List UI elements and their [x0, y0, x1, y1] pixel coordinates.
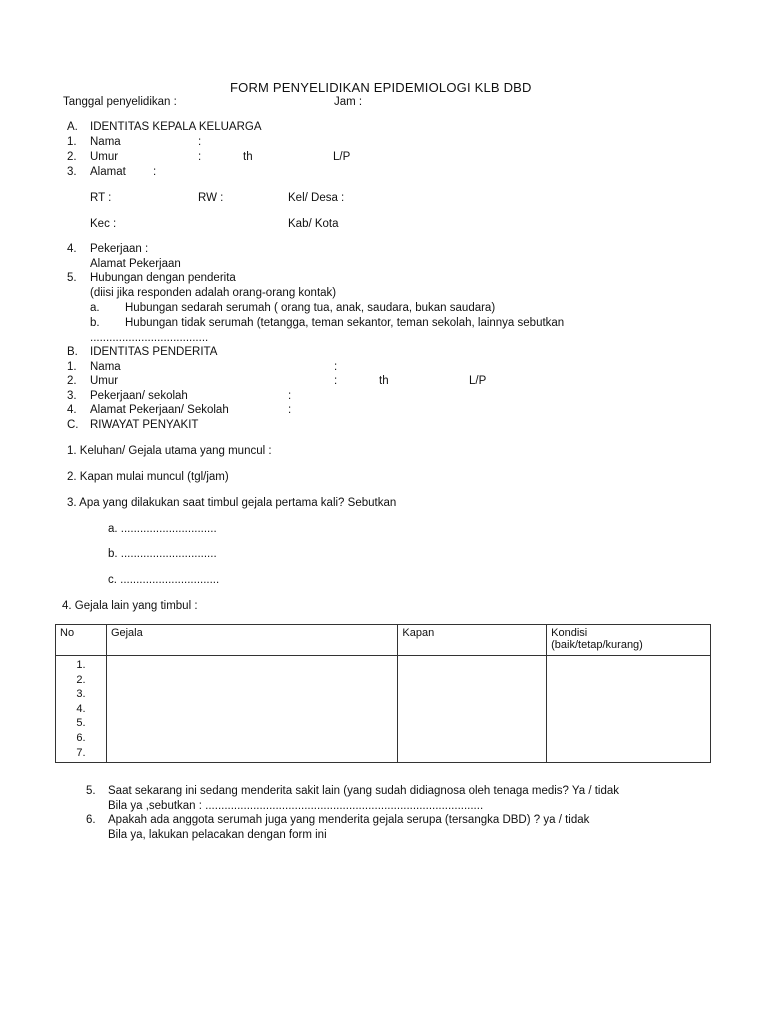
row-number: 4.	[76, 702, 86, 715]
c-question-3-b: b. ..............................	[108, 548, 217, 560]
a-alamat-colon: :	[153, 166, 157, 178]
a-hubungan-num: 5.	[67, 272, 77, 284]
hub-a-letter: a.	[90, 302, 100, 314]
b-umur-colon: :	[334, 375, 338, 387]
hub-b-letter: b.	[90, 317, 100, 329]
c-question-5: Saat sekarang ini sedang menderita sakit lain (yang sudah didiagnosa oleh tenaga medis? Ya / tidak	[108, 785, 620, 797]
a-nama-label: Nama	[90, 136, 121, 148]
row-numbers-cell	[56, 656, 107, 763]
b-pekerjaan-num: 3.	[67, 390, 77, 402]
b-nama-label: Nama	[90, 361, 121, 373]
a-alamat-label: Alamat	[90, 166, 126, 178]
row-number: 7.	[76, 746, 86, 759]
a-alamat-num: 3.	[67, 166, 77, 178]
header-kondisi	[547, 625, 711, 656]
a-nama-num: 1.	[67, 136, 77, 148]
rw-label: RW :	[198, 192, 224, 204]
a-umur-th: th	[243, 151, 253, 163]
c-question-5-num: 5.	[86, 785, 96, 797]
section-a-letter: A.	[67, 121, 78, 133]
b-alamat-num: 4.	[67, 404, 77, 416]
c-question-2: 2. Kapan mulai muncul (tgl/jam)	[67, 471, 229, 483]
b-alamat-colon: :	[288, 404, 292, 416]
a-umur-label: Umur	[90, 151, 119, 163]
section-a-heading: IDENTITAS KEPALA KELUARGA	[90, 121, 262, 133]
a-pekerjaan-label: Pekerjaan :	[90, 243, 149, 255]
row-number: 6.	[76, 731, 86, 744]
section-b-letter: B.	[67, 346, 78, 358]
c-question-6-num: 6.	[86, 814, 96, 826]
jam-label: Jam :	[334, 96, 363, 108]
kab-kota-label: Kab/ Kota	[288, 218, 339, 230]
rt-label: RT :	[90, 192, 112, 204]
header-kondisi-label: Kondisi	[551, 627, 588, 639]
kel-desa-label: Kel/ Desa :	[288, 192, 345, 204]
row-number: 1.	[76, 659, 86, 671]
header-kapan: Kapan	[398, 625, 547, 656]
a-hubungan-note: (diisi jika responden adalah orang-orang kontak)	[90, 287, 337, 299]
section-b-heading: IDENTITAS PENDERITA	[90, 346, 218, 358]
c-question-1: 1. Keluhan/ Gejala utama yang muncul :	[67, 445, 272, 457]
a-umur-lp: L/P	[333, 151, 351, 163]
hub-b-dots: .....................................	[90, 332, 209, 344]
header-no: No	[56, 625, 107, 656]
c-question-3-a: a. ..............................	[108, 523, 217, 535]
table-row	[56, 656, 711, 763]
b-umur-lp: L/P	[469, 375, 487, 387]
c-question-6: Apakah ada anggota serumah juga yang menderita gejala serupa (tersangka DBD) ? ya / tidak	[108, 814, 590, 826]
a-nama-colon: :	[198, 136, 202, 148]
gejala-cell[interactable]	[106, 656, 397, 763]
b-umur-label: Umur	[90, 375, 119, 387]
section-c-letter: C.	[67, 419, 79, 431]
kapan-cell[interactable]	[398, 656, 547, 763]
c-question-3: 3. Apa yang dilakukan saat timbul gejala pertama kali? Sebutkan	[67, 497, 397, 509]
b-pekerjaan-colon: :	[288, 390, 292, 402]
kec-label: Kec :	[90, 218, 117, 230]
table-header-row	[56, 625, 711, 656]
c-question-3-c: c. ...............................	[108, 574, 220, 586]
hub-a-text: Hubungan sedarah serumah ( orang tua, anak, saudara, bukan saudara)	[125, 302, 496, 314]
b-nama-num: 1.	[67, 361, 77, 373]
form-title: FORM PENYELIDIKAN EPIDEMIOLOGI KLB DBD	[230, 80, 532, 95]
row-number: 2.	[76, 673, 86, 686]
a-alamat-pekerjaan-label: Alamat Pekerjaan	[90, 258, 181, 270]
header-gejala: Gejala	[106, 625, 397, 656]
c-question-6-sub: Bila ya, lakukan pelacakan dengan form ini	[108, 829, 327, 841]
b-alamat-label: Alamat Pekerjaan/ Sekolah	[90, 404, 229, 416]
hub-b-text: Hubungan tidak serumah (tetangga, teman sekantor, teman sekolah, lainnya sebutkan	[125, 317, 565, 329]
tanggal-label: Tanggal penyelidikan :	[63, 96, 177, 108]
c-question-4: 4. Gejala lain yang timbul :	[62, 600, 198, 612]
section-c-heading: RIWAYAT PENYAKIT	[90, 419, 199, 431]
b-umur-th: th	[379, 375, 389, 387]
gejala-table	[55, 624, 711, 763]
row-number: 3.	[76, 688, 86, 701]
a-umur-colon: :	[198, 151, 202, 163]
kondisi-cell[interactable]	[547, 656, 711, 763]
c-question-5-sub: Bila ya ,sebutkan : .......................................................................................	[108, 800, 484, 812]
a-hubungan-label: Hubungan dengan penderita	[90, 272, 236, 284]
b-umur-num: 2.	[67, 375, 77, 387]
row-number: 5.	[76, 717, 86, 730]
header-kondisi-sub: (baik/tetap/kurang)	[551, 639, 643, 651]
a-umur-num: 2.	[67, 151, 77, 163]
b-pekerjaan-label: Pekerjaan/ sekolah	[90, 390, 188, 402]
b-nama-colon: :	[334, 361, 338, 373]
a-pekerjaan-num: 4.	[67, 243, 77, 255]
